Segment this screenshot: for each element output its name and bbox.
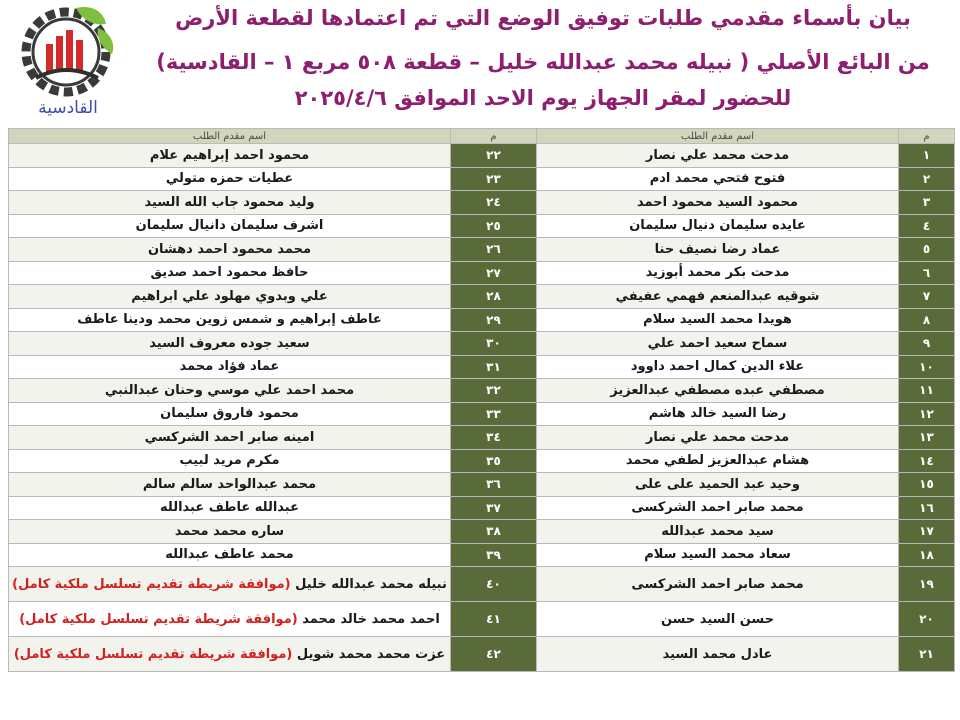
row-number: ٢٣ xyxy=(451,167,537,191)
table-row xyxy=(9,261,955,285)
logo-caption: القادسية xyxy=(38,98,98,118)
row-number: ١٣ xyxy=(899,426,955,450)
applicant-name-cell xyxy=(9,520,451,544)
row-number: ٨ xyxy=(899,308,955,332)
applicant-name: مصطفي عبده مصطفي عبدالعزيز xyxy=(537,379,899,403)
applicant-name: محمود السيد محمود احمد xyxy=(537,191,899,215)
row-number: ٣٦ xyxy=(451,473,537,497)
applicant-name: سماح سعيد احمد علي xyxy=(537,332,899,356)
row-number: ٢٦ xyxy=(451,238,537,262)
table-body xyxy=(9,144,955,672)
table-row xyxy=(9,520,955,544)
column-header-name: اسم مقدم الطلب xyxy=(537,129,899,144)
applicant-name: محمود فاروق سليمان xyxy=(160,406,299,422)
applicant-name: محمد عبدالواحد سالم سالم xyxy=(142,476,317,492)
table-row xyxy=(9,543,955,567)
applicant-name: عاطف إبراهيم و شمس زوين محمد ودينا عاطف xyxy=(77,312,382,328)
applicant-name-cell xyxy=(9,285,451,309)
applicant-name: عماد فؤاد محمد xyxy=(179,359,280,375)
table-row xyxy=(9,285,955,309)
row-number: ٢٢ xyxy=(451,144,537,168)
applicant-name: سعاد محمد السيد سلام xyxy=(537,543,899,567)
row-number: ٢٩ xyxy=(451,308,537,332)
row-number: ٩ xyxy=(899,332,955,356)
column-header-number: م xyxy=(899,129,955,144)
table-row xyxy=(9,567,955,602)
applicant-name-cell xyxy=(9,496,451,520)
row-number: ٣٩ xyxy=(451,543,537,567)
applicant-name: سعيد جوده معروف السيد xyxy=(149,335,310,351)
applicant-name-cell xyxy=(9,261,451,285)
table-row xyxy=(9,355,955,379)
applicant-name: محمود احمد إبراهيم علام xyxy=(149,147,310,163)
applicant-name: حافظ محمود احمد صديق xyxy=(150,265,309,281)
applicant-name: محمد عاطف عبدالله xyxy=(165,547,294,563)
table-header-row xyxy=(9,129,955,144)
applicant-name: سيد محمد عبدالله xyxy=(537,520,899,544)
row-number: ١٦ xyxy=(899,496,955,520)
table-row xyxy=(9,426,955,450)
row-number: ٢١ xyxy=(899,637,955,672)
applicant-name-cell xyxy=(9,379,451,403)
row-number: ٣٢ xyxy=(451,379,537,403)
applicant-name-cell xyxy=(9,402,451,426)
row-number: ١٨ xyxy=(899,543,955,567)
applicant-name-cell xyxy=(9,543,451,567)
column-header-number: م xyxy=(451,129,537,144)
applicant-name-cell xyxy=(9,355,451,379)
applicant-name-cell xyxy=(9,332,451,356)
applicant-name: عطيات حمزه متولي xyxy=(165,171,294,187)
row-number: ١٢ xyxy=(899,402,955,426)
applicant-name-cell xyxy=(9,144,451,168)
applicant-name: هشام عبدالعزيز لطفي محمد xyxy=(537,449,899,473)
applicant-name: اشرف سليمان دانيال سليمان xyxy=(135,218,324,234)
applicant-name: حسن السيد حسن xyxy=(537,602,899,637)
applicant-name-cell xyxy=(9,602,451,637)
document-title-line-3: للحضور لمقر الجهاز يوم الاحد الموافق ٢٠٢٥/٤/٦ xyxy=(294,86,792,110)
applicant-name: محمد صابر احمد الشركسى xyxy=(537,567,899,602)
table-row xyxy=(9,167,955,191)
row-number: ١٤ xyxy=(899,449,955,473)
row-number: ١١ xyxy=(899,379,955,403)
applicant-name: محمد صابر احمد الشركسى xyxy=(537,496,899,520)
table-row xyxy=(9,496,955,520)
approval-note: (موافقة شريطة تقديم تسلسل ملكية كامل) xyxy=(19,611,298,627)
row-number: ١٠ xyxy=(899,355,955,379)
applicant-name: علاء الدين كمال احمد داوود xyxy=(537,355,899,379)
row-number: ٢٧ xyxy=(451,261,537,285)
applicant-name: امينه صابر احمد الشركسي xyxy=(144,429,315,445)
row-number: ٧ xyxy=(899,285,955,309)
row-number: ٣٠ xyxy=(451,332,537,356)
applicant-name: رضا السيد خالد هاشم xyxy=(537,402,899,426)
row-number: ٢٥ xyxy=(451,214,537,238)
applicant-name-cell xyxy=(9,238,451,262)
row-number: ٣٥ xyxy=(451,449,537,473)
document-title-line-2: من البائع الأصلي ( نبيله محمد عبدالله خليل – قطعة ٥٠٨ مربع ١ – القادسية) xyxy=(156,50,930,74)
applicant-name: احمد محمد خالد محمد xyxy=(302,611,440,627)
applicant-name: وليد محمود جاب الله السيد xyxy=(144,194,315,210)
row-number: ٣٣ xyxy=(451,402,537,426)
applicant-name: هويدا محمد السيد سلام xyxy=(537,308,899,332)
applicant-name-cell xyxy=(9,167,451,191)
row-number: ٤ xyxy=(899,214,955,238)
applicant-name: عبدالله عاطف عبدالله xyxy=(160,500,299,516)
applicant-name: فتوح فتحي محمد ادم xyxy=(537,167,899,191)
row-number: ٣١ xyxy=(451,355,537,379)
column-header-name: اسم مقدم الطلب xyxy=(9,129,451,144)
applicant-name: عايده سليمان دنيال سليمان xyxy=(537,214,899,238)
row-number: ٤٢ xyxy=(451,637,537,672)
applicants-table xyxy=(8,128,954,672)
row-number: ٦ xyxy=(899,261,955,285)
row-number: ١٩ xyxy=(899,567,955,602)
table-row xyxy=(9,332,955,356)
applicant-name: نبيله محمد عبدالله خليل xyxy=(295,576,447,592)
row-number: ٣٨ xyxy=(451,520,537,544)
applicant-name: مدحت محمد علي نصار xyxy=(537,426,899,450)
applicant-name-cell xyxy=(9,191,451,215)
table-row xyxy=(9,637,955,672)
applicant-name: عادل محمد السيد xyxy=(537,637,899,672)
approval-note: (موافقة شريطة تقديم تسلسل ملكية كامل) xyxy=(13,646,293,662)
row-number: ٤٠ xyxy=(451,567,537,602)
row-number: ١٧ xyxy=(899,520,955,544)
applicant-name: ساره محمد محمد xyxy=(174,523,285,539)
row-number: ٢٨ xyxy=(451,285,537,309)
applicant-name: شوقيه عبدالمنعم فهمي عفيفي xyxy=(537,285,899,309)
table-row xyxy=(9,214,955,238)
row-number: ٣٤ xyxy=(451,426,537,450)
table-row xyxy=(9,602,955,637)
document-title-line-1: بيان بأسماء مقدمي طلبات توفيق الوضع التي تم اعتمادها لقطعة الأرض xyxy=(175,6,911,30)
applicant-name-cell xyxy=(9,567,451,602)
row-number: ٥ xyxy=(899,238,955,262)
row-number: ٢٤ xyxy=(451,191,537,215)
row-number: ١ xyxy=(899,144,955,168)
applicant-name: محمد احمد علي موسي وحنان عبدالنبي xyxy=(104,382,355,398)
table-row xyxy=(9,308,955,332)
applicant-name: محمد محمود احمد دهشان xyxy=(147,241,312,257)
row-number: ٢ xyxy=(899,167,955,191)
table-row xyxy=(9,473,955,497)
applicant-name: مدحت محمد علي نصار xyxy=(537,144,899,168)
row-number: ٢٠ xyxy=(899,602,955,637)
row-number: ١٥ xyxy=(899,473,955,497)
applicant-name: عماد رضا نصيف حنا xyxy=(537,238,899,262)
approval-note: (موافقة شريطة تقديم تسلسل ملكية كامل) xyxy=(12,576,291,592)
table-row xyxy=(9,238,955,262)
applicant-name-cell xyxy=(9,426,451,450)
applicant-name-cell xyxy=(9,473,451,497)
row-number: ٣٧ xyxy=(451,496,537,520)
applicant-name-cell xyxy=(9,449,451,473)
table-row xyxy=(9,379,955,403)
table-row xyxy=(9,449,955,473)
applicant-name-cell xyxy=(9,637,451,672)
applicant-name: وحيد عبد الحميد على على xyxy=(537,473,899,497)
row-number: ٤١ xyxy=(451,602,537,637)
table-row xyxy=(9,402,955,426)
applicant-name: مدحت بكر محمد أبوزيد xyxy=(537,261,899,285)
applicant-name-cell xyxy=(9,214,451,238)
applicant-name: علي وبدوي مهلود علي ابراهيم xyxy=(131,288,328,304)
row-number: ٣ xyxy=(899,191,955,215)
applicant-name-cell xyxy=(9,308,451,332)
applicant-name: عزت محمد محمد شويل xyxy=(296,646,446,662)
table-row xyxy=(9,191,955,215)
table-row xyxy=(9,144,955,168)
applicant-name: مكرم مريد لبيب xyxy=(179,453,280,469)
